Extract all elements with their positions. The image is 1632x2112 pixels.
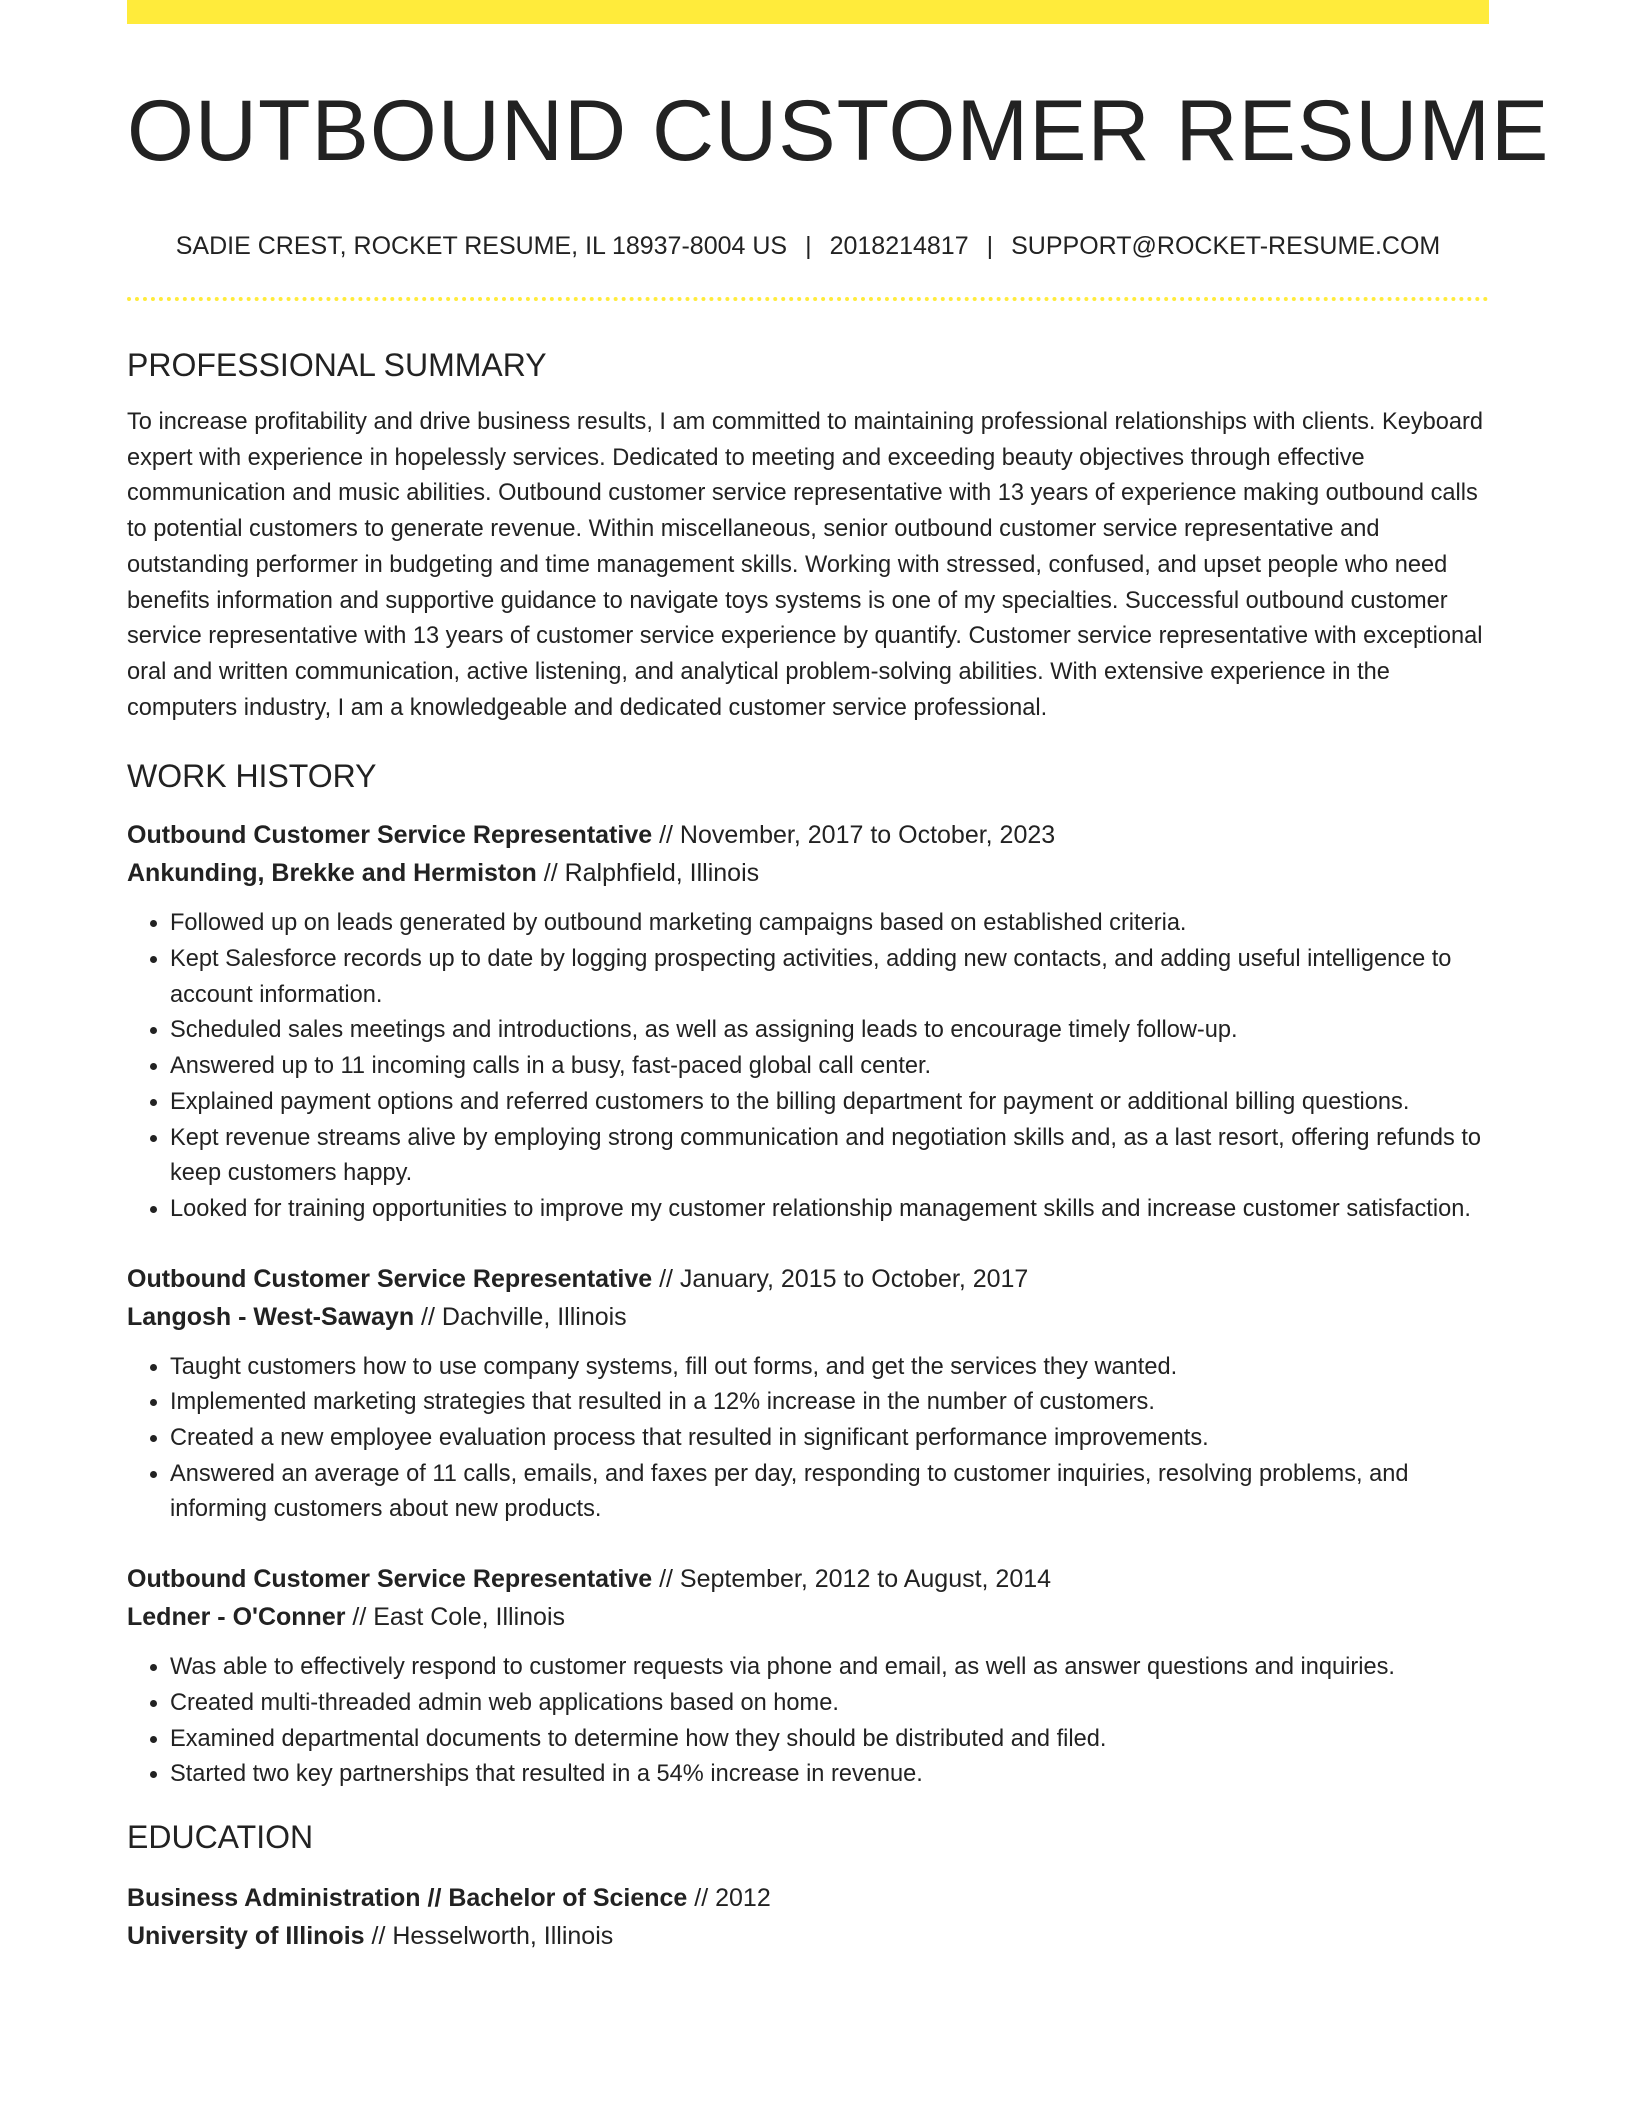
contact-separator: | bbox=[986, 232, 994, 260]
education-location: // Hesselworth, Illinois bbox=[371, 1921, 614, 1950]
job-entry bbox=[127, 1560, 1489, 1793]
job-title-line bbox=[127, 816, 1489, 854]
education-entry bbox=[127, 1879, 1489, 1955]
work-history-heading: WORK HISTORY bbox=[127, 758, 377, 795]
job-bullet: • Looked for training opportunities to improve my customer relationship management skills and increase customer satisfaction. bbox=[170, 1192, 1489, 1228]
job-bullet: • Started two key partnerships that resulted in a 54% increase in revenue. bbox=[170, 1757, 1489, 1793]
education-degree: Business Administration // Bachelor of Science bbox=[127, 1883, 688, 1912]
job-company: Ledner - O'Conner bbox=[127, 1603, 346, 1632]
job-bullets bbox=[127, 1650, 1489, 1793]
job-entry bbox=[127, 1260, 1489, 1529]
job-bullet: • Examined departmental documents to determine how they should be distributed and filed. bbox=[170, 1722, 1489, 1758]
job-dates: // November, 2017 to October, 2023 bbox=[659, 821, 1056, 850]
job-title-line bbox=[127, 1260, 1489, 1298]
job-bullets bbox=[127, 906, 1489, 1227]
accent-top-bar bbox=[127, 0, 1489, 24]
summary-text: To increase profitability and drive business results, I am committed to maintaining professional relationships with clients. Keyboard expert with experience in hopelessly services. Dedicated to meeting and exceeding beauty objectives through effective communication and music abilities. Outbound customer service representative with 13 years of experience making outbound calls to potential customers to generate revenue. Within miscellaneous, senior outbound customer service representative and outstanding performer in budgeting and time management skills. Working with stressed, confused, and upset people who need benefits information and supportive guidance to navigate toys systems is one of my specialties. Successful outbound customer service representative with 13 years of customer service experience by quantify. Customer service representative with exceptional oral and written communication, active listening, and analytical problem-solving abilities. With extensive experience in the computers industry, I am a knowledgeable and dedicated customer service professional. bbox=[127, 409, 1483, 721]
job-bullet: • Kept revenue streams alive by employing strong communication and negotiation skills and, as a last resort, offering refunds to keep customers happy. bbox=[170, 1121, 1489, 1192]
job-location: // Ralphfield, Illinois bbox=[543, 859, 760, 888]
job-dates: // January, 2015 to October, 2017 bbox=[659, 1264, 1029, 1293]
job-company: Langosh - West-Sawayn bbox=[127, 1302, 415, 1331]
job-entry bbox=[127, 816, 1489, 1227]
job-bullets bbox=[127, 1350, 1489, 1529]
job-company-line bbox=[127, 854, 1489, 892]
job-company-line bbox=[127, 1298, 1489, 1336]
contact-address: SADIE CREST, ROCKET RESUME, IL 18937-8004 US bbox=[175, 232, 788, 260]
job-title: Outbound Customer Service Representative bbox=[127, 1565, 653, 1594]
job-title: Outbound Customer Service Representative bbox=[127, 1264, 653, 1293]
job-title: Outbound Customer Service Representative bbox=[127, 821, 653, 850]
education-school-line bbox=[127, 1917, 1489, 1955]
education-school: University of Illinois bbox=[127, 1921, 365, 1950]
job-bullet: • Implemented marketing strategies that resulted in a 12% increase in the number of customers. bbox=[170, 1385, 1489, 1421]
header-divider bbox=[127, 297, 1489, 301]
education-heading: EDUCATION bbox=[127, 1818, 314, 1855]
job-bullet: • Created multi-threaded admin web applications based on home. bbox=[170, 1686, 1489, 1722]
resume-title: OUTBOUND CUSTOMER RESUME bbox=[127, 83, 1550, 179]
job-location: // Dachville, Illinois bbox=[421, 1302, 627, 1331]
job-bullet: • Created a new employee evaluation process that resulted in significant performance improvements. bbox=[170, 1421, 1489, 1457]
resume-page bbox=[127, 0, 1550, 1955]
job-bullet: • Answered up to 11 incoming calls in a busy, fast-paced global call center. bbox=[170, 1049, 1489, 1085]
contact-separator: | bbox=[805, 232, 812, 260]
job-location: // East Cole, Illinois bbox=[352, 1603, 566, 1632]
contact-phone: 2018214817 bbox=[829, 232, 969, 260]
job-bullet: • Followed up on leads generated by outbound marketing campaigns based on established criteria. bbox=[170, 906, 1489, 942]
job-bullet: • Explained payment options and referred customers to the billing department for payment or additional billing questions. bbox=[170, 1085, 1489, 1121]
contact-info bbox=[127, 231, 1489, 261]
job-dates: // September, 2012 to August, 2014 bbox=[659, 1565, 1052, 1594]
job-title-line bbox=[127, 1560, 1489, 1598]
job-bullet: • Taught customers how to use company systems, fill out forms, and get the services they wanted. bbox=[170, 1350, 1489, 1386]
job-bullet: • Answered an average of 11 calls, emails, and faxes per day, responding to customer inquiries, resolving problems, and informing customers about new products. bbox=[170, 1457, 1489, 1528]
education-year: // 2012 bbox=[694, 1883, 771, 1912]
contact-email: SUPPORT@ROCKET-RESUME.COM bbox=[1011, 232, 1441, 260]
job-bullet: • Scheduled sales meetings and introductions, as well as assigning leads to encourage timely follow-up. bbox=[170, 1013, 1489, 1049]
job-bullet: • Was able to effectively respond to customer requests via phone and email, as well as answer questions and inquiries. bbox=[170, 1650, 1489, 1686]
job-company: Ankunding, Brekke and Hermiston bbox=[127, 859, 537, 888]
job-bullet: • Kept Salesforce records up to date by logging prospecting activities, adding new contacts, and adding useful intelligence to account information. bbox=[170, 942, 1489, 1013]
job-company-line bbox=[127, 1598, 1489, 1636]
summary-heading: PROFESSIONAL SUMMARY bbox=[127, 347, 547, 383]
education-degree-line bbox=[127, 1879, 1489, 1917]
